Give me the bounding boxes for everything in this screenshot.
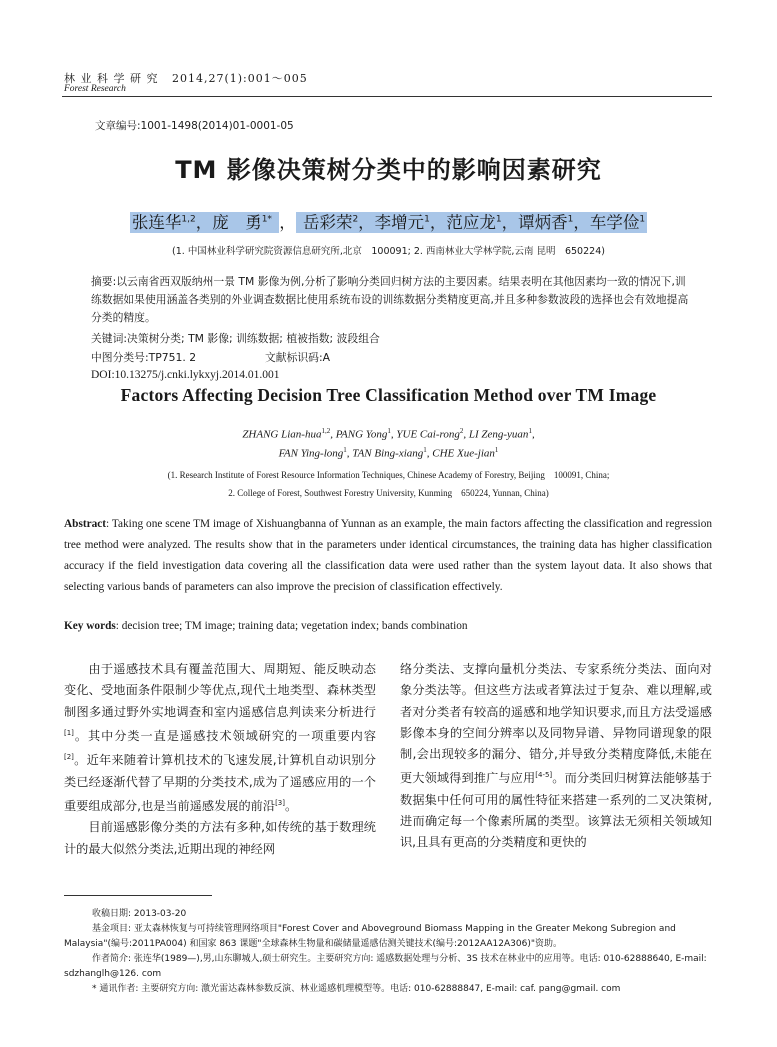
author-cn: 谭炳香 [518,213,568,232]
footnote-author: 作者简介: 张连华(1989—),男,山东聊城人,硕士研究生。主要研究方向: 遥感数据处理与分析、3S 技术在林业中的应用等。电话: 010-62888640, E-mail: sdzhanglh@126. com [64,954,707,979]
footnote-received: 收稿日期: 2013-03-20 [92,909,187,919]
body-paragraph: 目前遥感影像分类的方法有多种,如传统的基于数理统计的最大似然分类法,近期出现的神经网 [64,820,376,856]
authors-en-line1: ZHANG Lian-hua$^{1,2}$, PANG Yong$^1$, YUE Cai-rong$^2$, LI Zeng-yuan$^1$, [242,427,535,441]
body-column-right [400,659,712,854]
title-en: Factors Affecting Decision Tree Classification Method over TM Image [120,385,657,405]
clc-number: 中图分类号:TP751. 2 [91,351,197,364]
keywords-en-text: : decision tree; TM image; training data; vegetation index; bands combination [115,620,468,632]
authors-en-line2: FAN Ying-long$^1$, TAN Bing-xiang$^1$, CHE Xue-jian$^1$ [278,446,499,460]
author-cn: 岳彩荣 [302,213,353,232]
abstract-en-text: : Taking one scene TM image of Xishuangbanna of Yunnan as an example, the main factors affecting the classification and regression tree method were analyzed. The results show that in the parameters under identical circumstances, the training data has higher classification accuracy if the field investigation data covering all the classification data were used rather than the system layout data. It also shows that selecting various bands of parameters can also improve the precision of classification effectively. [64,518,712,593]
journal-name-cn: 林 业 科 学 研 究 [64,72,159,85]
author-cn: 范应龙 [446,213,496,232]
running-head [64,70,308,94]
author-en: FAN Ying-long [278,447,344,460]
title-cn: TM 影像决策树分类中的影响因素研究 [175,156,602,184]
document-code: 文献标识码:A [265,351,331,364]
citation: [3] [275,798,285,807]
abstract-cn: 摘要:以云南省西双版纳州一景 TM 影像为例,分析了影响分类回归树方法的主要因素。结果表明在其他因素均一致的情况下,训练数据如果使用涵盖各类别的外业调查数据比使用系统布设的训练数据分类精度更高,并且多种参数波段的选择也会有效地提高分类的精度。 [91,275,689,324]
author-en: TAN Bing-xiang [352,447,424,460]
author-cn: 车学俭 [589,213,640,232]
abstract-en-label: Abstract [64,518,107,530]
footnote-fund: 基金项目: 亚太森林恢复与可持续管理网络项目"Forest Cover and Aboveground Biomass Mapping in the Greater Mekong Subregion and Malaysia"(编号:2011PA004) 和国家 863 课题"全球森林生物量和碳储量遥感估测关键技术(编号:2012AA12A306)"资助。 [64,924,676,949]
author-en: PANG Yong [335,428,388,441]
author-en: ZHANG Lian-hua [242,428,322,441]
footnote-rule [64,895,212,896]
footnote-corresponding: * 通讯作者: 主要研究方向: 激光雷达森林参数反演、林业遥感机理模型等。电话: 010-62888847, E-mail: caf. pang@gmail. com [92,984,621,994]
article-number: 文章编号:1001-1498(2014)01-0001-05 [95,120,294,132]
authors-cn: 张连华$^{1,2}$，庞 勇$^{1*}$ ， 岳彩荣$^2$，李增元$^1$，范应龙$^1$，谭炳香$^1$，车学俭$^1$ [131,213,646,232]
author-en: YUE Cai-rong [396,428,460,441]
affiliations-cn: (1. 中国林业科学研究院资源信息研究所,北京 100091; 2. 西南林业大学林学院,云南 昆明 650224) [172,246,605,257]
citation: [4-5] [535,771,553,780]
abstract-en [64,514,712,598]
affiliation-en-1: (1. Research Institute of Forest Resource Information Techniques, Chinese Academy of Forestry, Beijing 100091, China; [167,470,610,480]
author-en: LI Zeng-yuan [468,428,529,441]
author-en: CHE Xue-jian [432,447,495,460]
header-rule [62,96,712,97]
doi: DOI:10.13275/j.cnki.lykxyj.2014.01.001 [91,369,280,381]
citation: [1] [64,728,74,737]
keywords-en-label: Key words [64,620,116,632]
body-paragraph: 络分类法、支撑向量机分类法、专家系统分类法、面向对象分类法等。但这些方法或者算法过于复杂、难以理解,或者对分类者有较高的遥感和地学知识要求,而且方法受遥感影像本身的空间分辨率以及同物异谱、异物同谱现象的限制,会出现较多的漏分、错分,并导致分类精度降低,未能在更大领域得到推广与应用[4-5]。而分类回归树算法能够基于数据集中任何可用的属性特征来搭建一系列的二叉决策树,进而确定每一个像素所属的类型。该算法无须相关领域知识,且具有更高的分类精度和更快的 [400,662,713,850]
classification-row [91,349,696,367]
author-cn: 李增元 [374,213,425,232]
journal-name-en: Forest Research [64,84,126,94]
journal-issue: 2014,27(1):001～005 [171,72,308,85]
authors-cn-highlight: 岳彩荣$^2$，李增元$^1$，范应龙$^1$，谭炳香$^1$，车学俭$^1$ [296,212,647,233]
citation: [2] [64,753,74,762]
author-cn: 张连华 [131,213,182,232]
authors-cn-highlight: 张连华$^{1,2}$，庞 勇$^{1*}$ [130,212,279,233]
footnotes [64,907,714,997]
keywords-cn: 关键词:决策树分类; TM 影像; 训练数据; 植被指数; 波段组合 [91,332,380,345]
body-paragraph: 由于遥感技术具有覆盖范围大、周期短、能反映动态变化、受地面条件限制少等优点,现代土地类型、森林类型制图多通过野外实地调查和室内遥感信息判读来分析进行[1]。其中分类一直是遥感技术领域研究的一项重要内容[2]。近年来随着计算机技术的飞速发展,计算机自动识别分类已经逐渐代替了早期的分类技术,成为了遥感应用的一个重要组成部分,也是当前遥感发展的前沿[3]。 [64,662,376,813]
author-cn: 庞 勇 [212,213,262,232]
body-column-left [64,659,376,860]
keywords-en [64,620,468,632]
affiliation-en-2: 2. College of Forest, Southwest Forestry University, Kunming 650224, Yunnan, China) [228,488,549,498]
